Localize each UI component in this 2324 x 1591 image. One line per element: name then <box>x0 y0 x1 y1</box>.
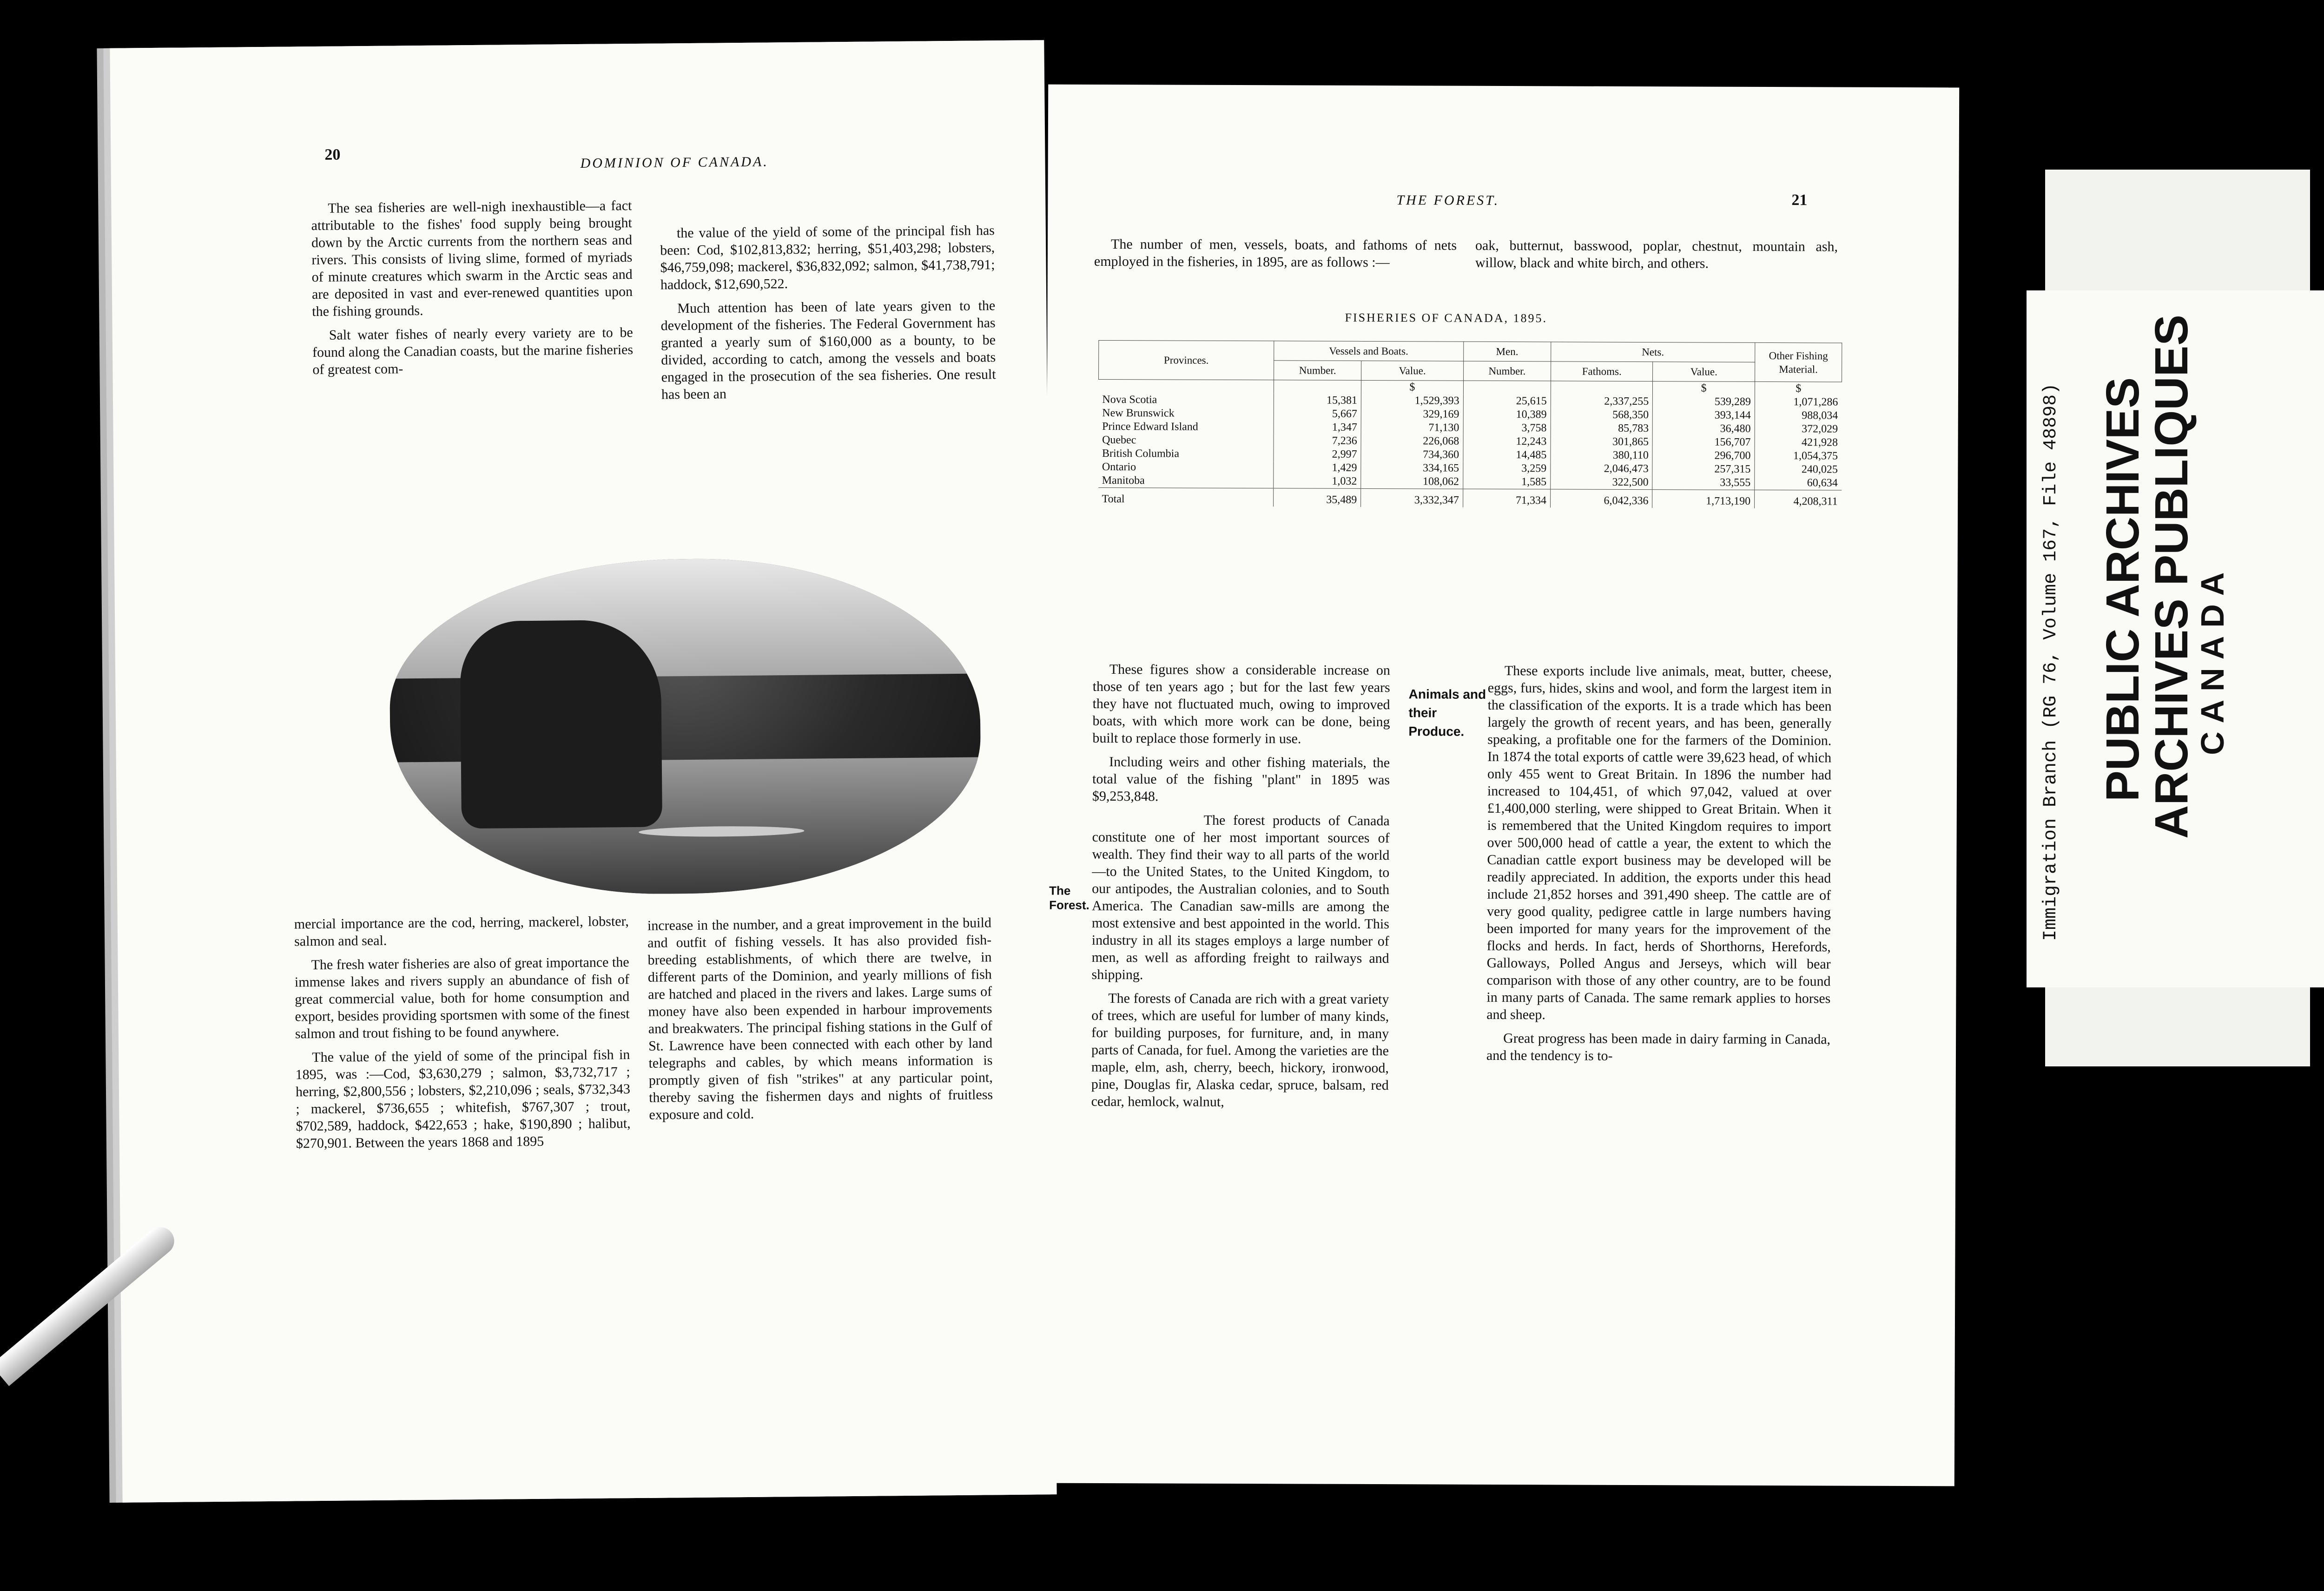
value-cell: 296,700 <box>1652 449 1755 463</box>
paragraph: The forest products of Canada constitute one of her most important sources of wealth. They find their way to all parts of the world—to the United States, to the United Kingdom, to our antipodes, the Australian colonies, and to South America. The Canadian saw-mills are among the most extensive and best appointed in the world. This industry in all its stages employs a large number of men, as well as affording freight to railways and shipping. <box>1091 812 1390 983</box>
paragraph: oak, butternut, basswood, poplar, chestnut, mountain ash, willow, black and white birch, and others. <box>1475 237 1838 271</box>
table-total-row <box>1098 487 1842 508</box>
value-cell: 71,334 <box>1463 489 1550 507</box>
paragraph: The value of the yield of some of the principal fish in 1895, was :—Cod, $3,630,279 ; salmon, $3,732,717 ; herring, $2,800,556 ; lobsters, $2,210,096 ; seals, $732,343 ; mackerel, $736,655 ; whitefish, $767,307 ; trout, $702,589, haddock, $422,653 ; hake, $190,890 ; halibut, $270,901. Between the years 1868 and 1895 <box>295 1047 631 1151</box>
value-cell: 2,997 <box>1274 447 1361 461</box>
paragraph: These figures show a considerable increase on those of ten years ago ; but for the last few years they have not fluctuated much, owing to improved boats, with which more work can be done, being built to replace those formerly in use. <box>1092 662 1390 747</box>
column-header: Fathoms. <box>1551 362 1653 381</box>
value-cell: 734,360 <box>1361 448 1463 462</box>
stamp-line-3: CANADA <box>2194 564 2231 755</box>
value-cell: 421,928 <box>1755 436 1842 450</box>
currency-mark: $ <box>1755 381 1842 395</box>
right-col1 <box>1091 661 1390 1118</box>
province-cell: Quebec <box>1102 434 1136 447</box>
column-header: Vessels and Boats. <box>1274 341 1464 361</box>
value-cell: 226,068 <box>1361 434 1463 448</box>
value-cell: 372,029 <box>1755 422 1842 436</box>
value-cell: 240,025 <box>1755 463 1842 477</box>
value-cell: 14,485 <box>1463 448 1551 462</box>
value-cell: 3,259 <box>1463 462 1551 476</box>
value-cell: 7,236 <box>1274 434 1361 448</box>
value-cell: 6,042,336 <box>1550 489 1652 508</box>
stamp-line-1: PUBLIC ARCHIVES <box>2097 377 2149 802</box>
value-cell: 33,555 <box>1652 476 1755 490</box>
value-cell: 108,062 <box>1361 475 1463 489</box>
column-header: Value. <box>1361 361 1464 381</box>
province-cell: Prince Edward Island <box>1102 420 1198 433</box>
page-number: 21 <box>1791 191 1808 209</box>
paragraph: Much attention has been of late years given to the development of the fisheries. The Federal Government has granted a yearly sum of $160,000 as a bounty, to be divided, according to catch, among the vessels and boats engaged in the prosecution of the sea fisheries. One result has been an <box>660 298 996 402</box>
province-cell: Manitoba <box>1102 474 1145 487</box>
value-cell: 1,529,393 <box>1361 394 1464 408</box>
paragraph: the value of the yield of some of the principal fish has been: Cod, $102,813,832; herring, $51,403,298; lobsters, $46,759,098; mackerel, $36,832,092; salmon, $41,738,791; haddock, $12,690,522. <box>660 223 995 293</box>
value-cell: 60,634 <box>1755 476 1842 490</box>
value-cell: 85,783 <box>1551 421 1653 435</box>
side-heading-forest: The Forest. <box>1049 883 1089 912</box>
province-cell: New Brunswick <box>1102 407 1175 420</box>
value-cell: 4,208,311 <box>1755 490 1842 508</box>
value-cell: 1,032 <box>1274 474 1361 488</box>
file-reference: Immigration Branch (RG 76, Volume 167, File 48898) <box>2040 383 2061 941</box>
column-header: Other Fishing Material. <box>1755 342 1842 382</box>
value-cell: 2,046,473 <box>1551 462 1653 476</box>
value-cell: 1,429 <box>1274 461 1361 475</box>
paragraph: The sea fisheries are well-nigh inexhaustible—a fact attributable to the fishes' food supply being brought down by the Arctic currents from the northern seas and rivers. This consists of living slime, formed of myriads of minute creatures which swarm in the Arctic seas and are deposited in vast and ever-renewed quantities upon the fishing grounds. <box>311 198 633 320</box>
value-cell: 988,034 <box>1755 409 1842 423</box>
value-cell: 12,243 <box>1463 435 1551 449</box>
value-cell: 380,110 <box>1551 448 1653 462</box>
running-head: THE FOREST. <box>1396 192 1500 208</box>
value-cell: 257,315 <box>1652 462 1755 476</box>
left-col1-bottom <box>294 913 631 1158</box>
stamp-line-2: ARCHIVES PUBLIQUES <box>2146 315 2198 839</box>
paragraph: Salt water fishes of nearly every variety are to be found along the Canadian coasts, but the marine fisheries of greatest com- <box>312 325 634 378</box>
left-col1-top <box>311 197 633 385</box>
value-cell: 15,381 <box>1274 394 1361 408</box>
paragraph: mercial importance are the cod, herring, mackerel, lobster, salmon and seal. <box>294 914 629 949</box>
right-intro-col1 <box>1094 236 1457 278</box>
currency-mark: $ <box>1361 380 1464 394</box>
paragraph: Great progress has been made in dairy farming in Canada, and the tendency is to- <box>1486 1031 1831 1064</box>
column-header: Men. <box>1463 342 1551 362</box>
paragraph: The number of men, vessels, boats, and fathoms of nets employed in the fisheries, in 1895, are as follows :— <box>1094 237 1457 270</box>
paragraph: The forests of Canada are rich with a great variety of trees, which are useful for lumber of many kinds, for building purposes, for furniture, and, in many parts of Canada, for fuel. Among the varieties are the maple, elm, ash, cherry, beech, hickory, ironwood, pine, Douglas fir, Alaska cedar, spruce, balsam, red cedar, hemlock, walnut, <box>1091 991 1389 1110</box>
table-title: FISHERIES OF CANADA, 1895. <box>1345 310 1548 325</box>
value-cell: 322,500 <box>1551 475 1653 489</box>
column-header: Value. <box>1653 362 1755 382</box>
paragraph: The fresh water fisheries are also of great importance the immense lakes and rivers supply an abundance of fish of great commercial value, both for home consumption and export, besides providing sportsmen with some of the finest salmon and trout fishing to be found anywhere. <box>294 954 630 1042</box>
value-cell: 3,332,347 <box>1361 488 1463 507</box>
right-intro-col2 <box>1475 237 1838 279</box>
paragraph: increase in the number, and a great improvement in the build and outfit of fishing vessels. It has also provided fish-breeding establishments, of which there are twelve, in different parts of the Dominion, and yearly millions of fish are hatched and placed in the rivers and lakes. Large sums of money have also been expended in harbour improvements and breakwaters. The principal fishing stations in the Gulf of St. Lawrence have been connected with each other by land telegraphs and cables, by which means information is promptly given of fish "strikes" at any particular point, thereby saving the fishermen days and nights of fruitless exposure and cold. <box>647 915 993 1123</box>
value-cell: 393,144 <box>1653 408 1755 422</box>
value-cell: 1,071,286 <box>1755 395 1842 409</box>
province-cell: British Columbia <box>1102 447 1180 460</box>
value-cell: 71,130 <box>1361 421 1463 435</box>
value-cell: 2,337,255 <box>1551 394 1653 408</box>
value-cell: 36,480 <box>1653 422 1755 436</box>
left-col2-bottom <box>647 914 993 1130</box>
province-cell: Total <box>1098 487 1274 506</box>
value-cell: 568,350 <box>1551 408 1653 422</box>
left-col2-top <box>660 222 996 409</box>
value-cell: 301,865 <box>1551 435 1653 449</box>
paragraph: Including weirs and other fishing materials, the total value of the fishing "plant" in 1895 was $9,253,848. <box>1092 754 1390 804</box>
value-cell: 10,389 <box>1463 408 1551 422</box>
running-head: DOMINION OF CANADA. <box>580 154 769 171</box>
value-cell: 539,289 <box>1653 395 1755 409</box>
value-cell: 1,054,375 <box>1755 449 1842 463</box>
column-header: Number. <box>1463 361 1551 381</box>
fisheries-table <box>1098 340 1842 509</box>
column-header: Nets. <box>1551 342 1755 362</box>
value-cell: 156,707 <box>1652 435 1755 449</box>
province-cell: Nova Scotia <box>1102 393 1157 406</box>
value-cell: 25,615 <box>1463 394 1551 408</box>
right-page <box>1043 85 1959 1486</box>
paragraph: These exports include live animals, meat, butter, cheese, eggs, furs, hides, skins and wool, and form the largest item in the classification of the exports. It is a trade which has been largely the growth of recent years, and has been, generally speaking, a profitable one for the farmers of the Dominion. In 1874 the total exports of cattle were 39,623 head, of which only 455 went to Great Britain. In 1896 the number had increased to 104,451, of which 97,042, valued at over £1,400,000 sterling, were shipped to Great Britain. When it is remembered that the United Kingdom requires to import over 500,000 head of cattle a year, the extent to which the Canadian cattle export business may be developed will be readily appreciated. In addition, the exports under this head include 21,852 horses and 391,490 sheep. The cattle are of very good quality, pedigree cattle in large numbers having been imported for many years for the improvement of the flocks and herds. In fact, herds of Shorthorns, Herefords, Galloways, Polled Angus and Jerseys, which will bear comparison with those of any other country, are to be found in many parts of Canada. The same remark applies to horses and sheep. <box>1486 663 1832 1023</box>
column-header: Number. <box>1274 361 1361 381</box>
value-cell: 334,165 <box>1361 461 1463 475</box>
value-cell: 1,347 <box>1274 421 1361 434</box>
value-cell: 35,489 <box>1274 488 1361 507</box>
page-number: 20 <box>324 146 341 164</box>
province-cell: Ontario <box>1102 460 1136 473</box>
value-cell: 1,585 <box>1463 475 1550 489</box>
value-cell: 3,758 <box>1463 421 1551 435</box>
photograph-fishing-boat <box>389 557 982 896</box>
right-col2 <box>1486 662 1832 1072</box>
value-cell: 5,667 <box>1274 407 1361 421</box>
value-cell: 329,169 <box>1361 408 1463 421</box>
value-cell: 1,713,190 <box>1652 490 1755 508</box>
archive-stamp-card <box>2027 290 2324 987</box>
currency-mark: $ <box>1653 381 1755 395</box>
side-heading-animals: Animals and their Produce. <box>1408 687 1486 739</box>
left-page <box>110 40 1056 1502</box>
column-header: Provinces. <box>1099 340 1274 380</box>
